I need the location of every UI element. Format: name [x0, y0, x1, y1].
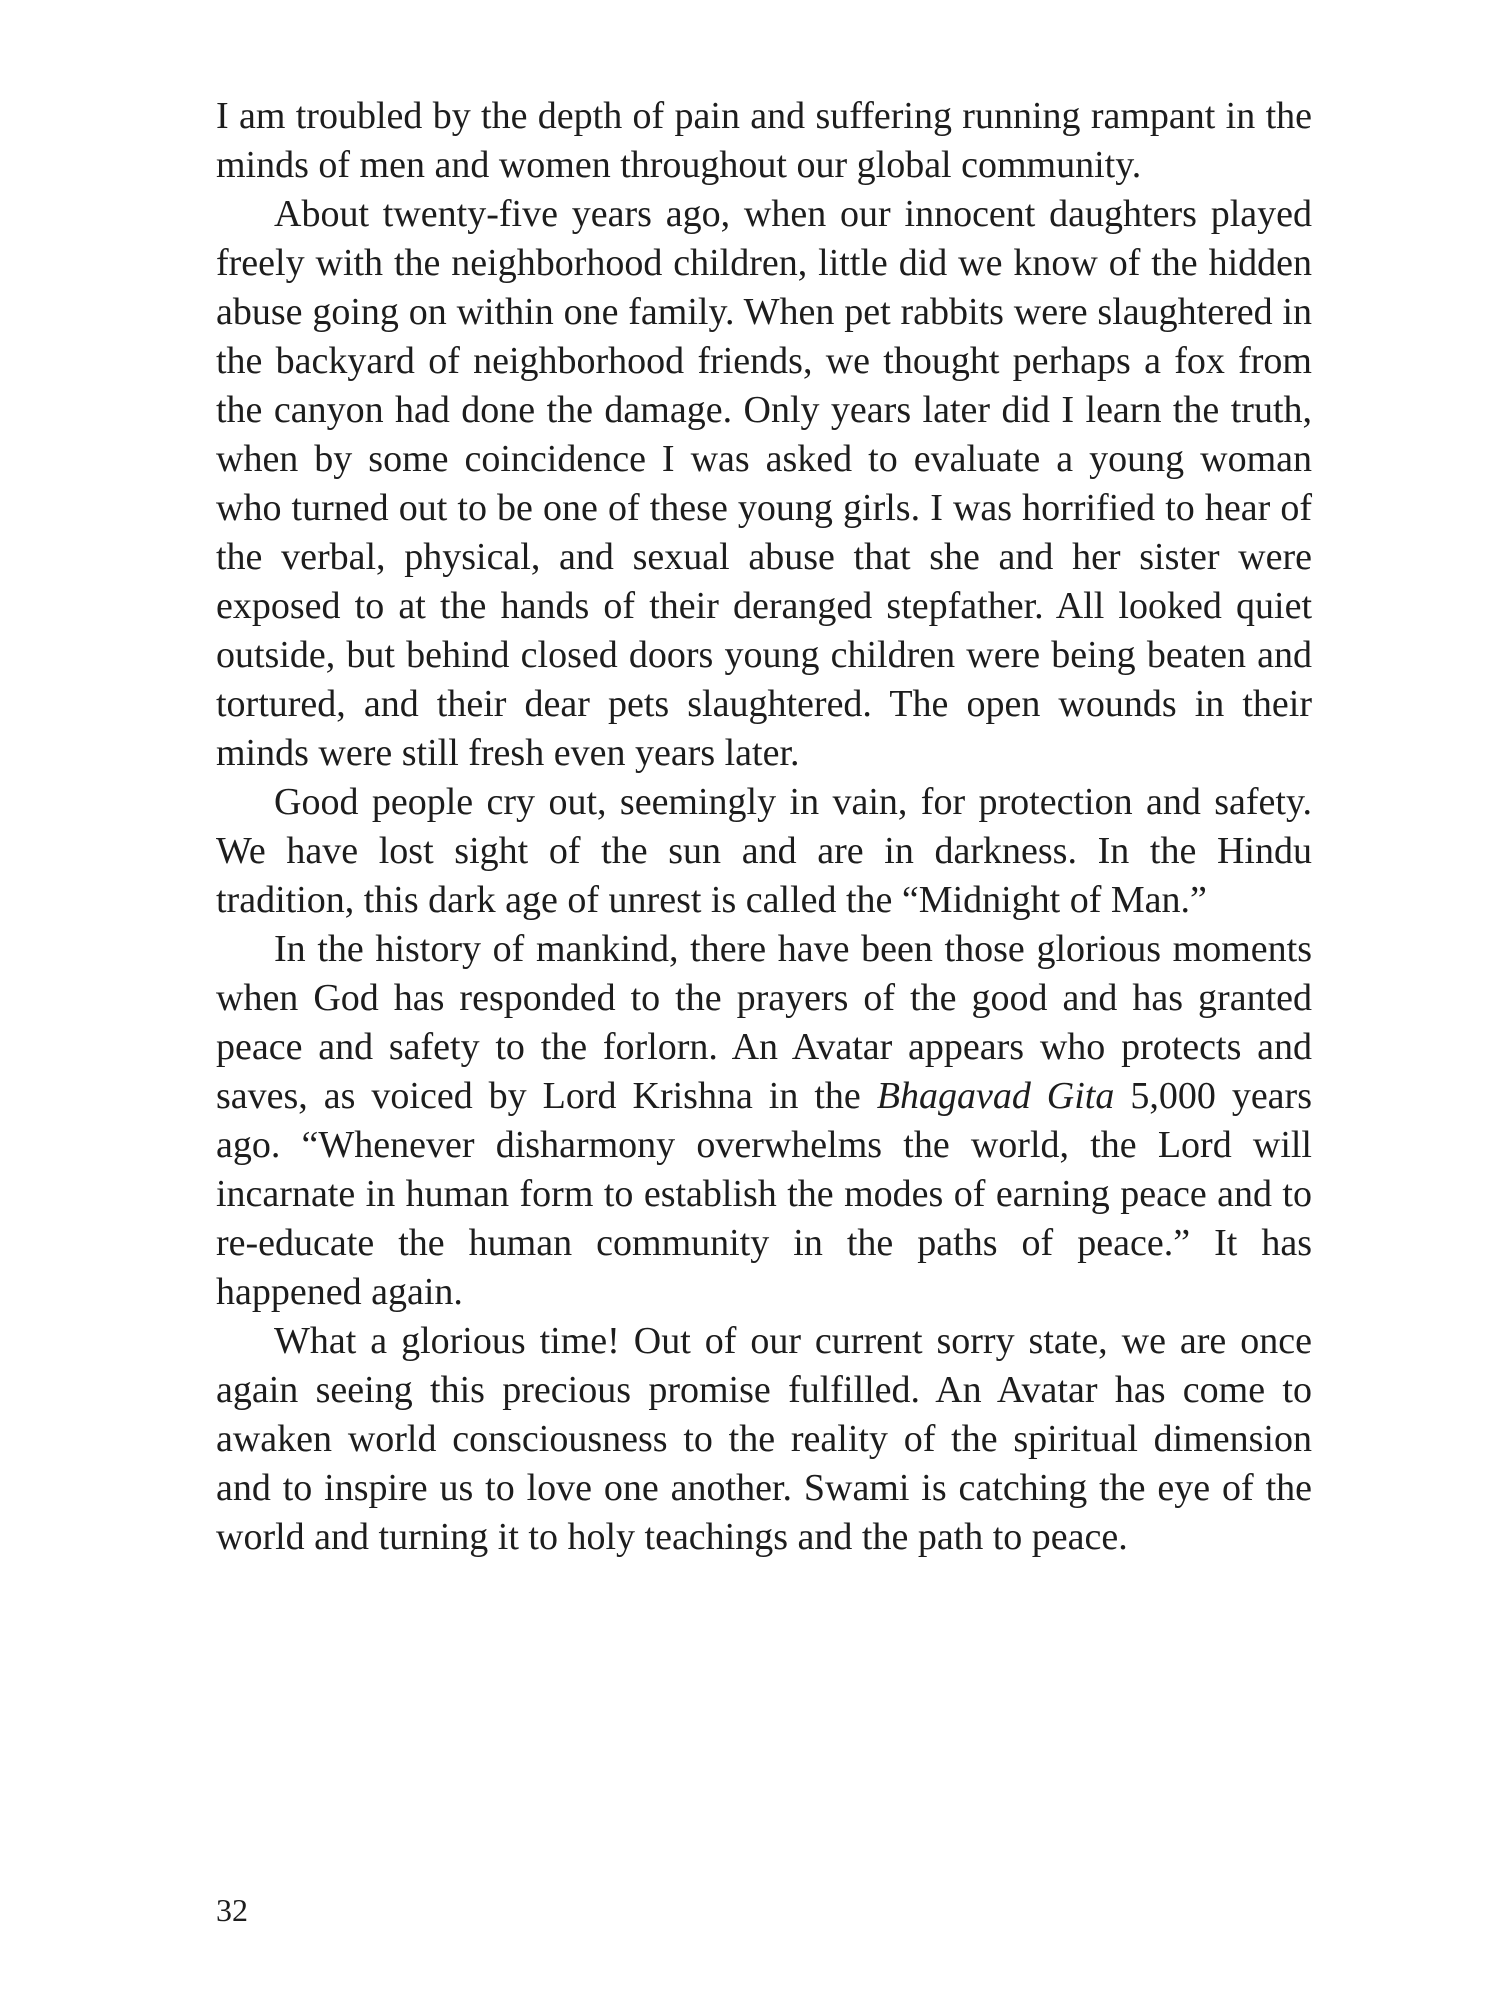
- paragraph-1: I am troubled by the depth of pain and suffering running rampant in the minds of men and women throughout our global community.: [216, 95, 1312, 186]
- paragraph-2: About twenty-five years ago, when our innocent daughters played freely with the neighborhood children, little did we know of the hidden abuse going on within one family. When pet rabbits were slaughtered in the backyard of neighborhood friends, we thought perhaps a fox from the canyon had done the damage. Only years later did I learn the truth, when by some coincidence I was asked to evaluate a young woman who turned out to be one of these young girls. I was horrified to hear of the verbal, physical, and sexual abuse that she and her sister were exposed to at the hands of their deranged stepfather. All looked quiet outside, but behind closed doors young children were being beaten and tortured, and their dear pets slaughtered. The open wounds in their minds were still fresh even years later.: [216, 193, 1312, 774]
- paragraph-4-text-after: 5,000 years ago. “Whenever disharmony overwhelms the world, the Lord will incarnate in human form to establish the modes of earning peace and to re-educate the human community in the paths of peace.” It has happened again.: [216, 1075, 1312, 1313]
- paragraph-5: What a glorious time! Out of our current sorry state, we are once again seeing this precious promise fulfilled. An Avatar has come to awaken world consciousness to the reality of the spiritual dimension and to inspire us to love one another. Swami is catching the eye of the world and turning it to holy teachings and the path to peace.: [216, 1320, 1312, 1558]
- page-number: 32: [216, 1892, 248, 1928]
- page-body-text: [216, 92, 1312, 1562]
- book-title-bhagavad-gita: Bhagavad Gita: [876, 1075, 1115, 1117]
- paragraph-3: Good people cry out, seemingly in vain, for protection and safety. We have lost sight of the sun and are in darkness. In the Hindu tradition, this dark age of unrest is called the “Midnight of Man.”: [216, 781, 1312, 921]
- paragraph-4: [216, 925, 1312, 1317]
- paragraph-4-text-before: In the history of mankind, there have been those glorious moments when God has responded to the prayers of the good and has granted peace and safety to the forlorn. An Avatar appears who protects and saves, as voiced by Lord Krishna in the: [216, 928, 1312, 1117]
